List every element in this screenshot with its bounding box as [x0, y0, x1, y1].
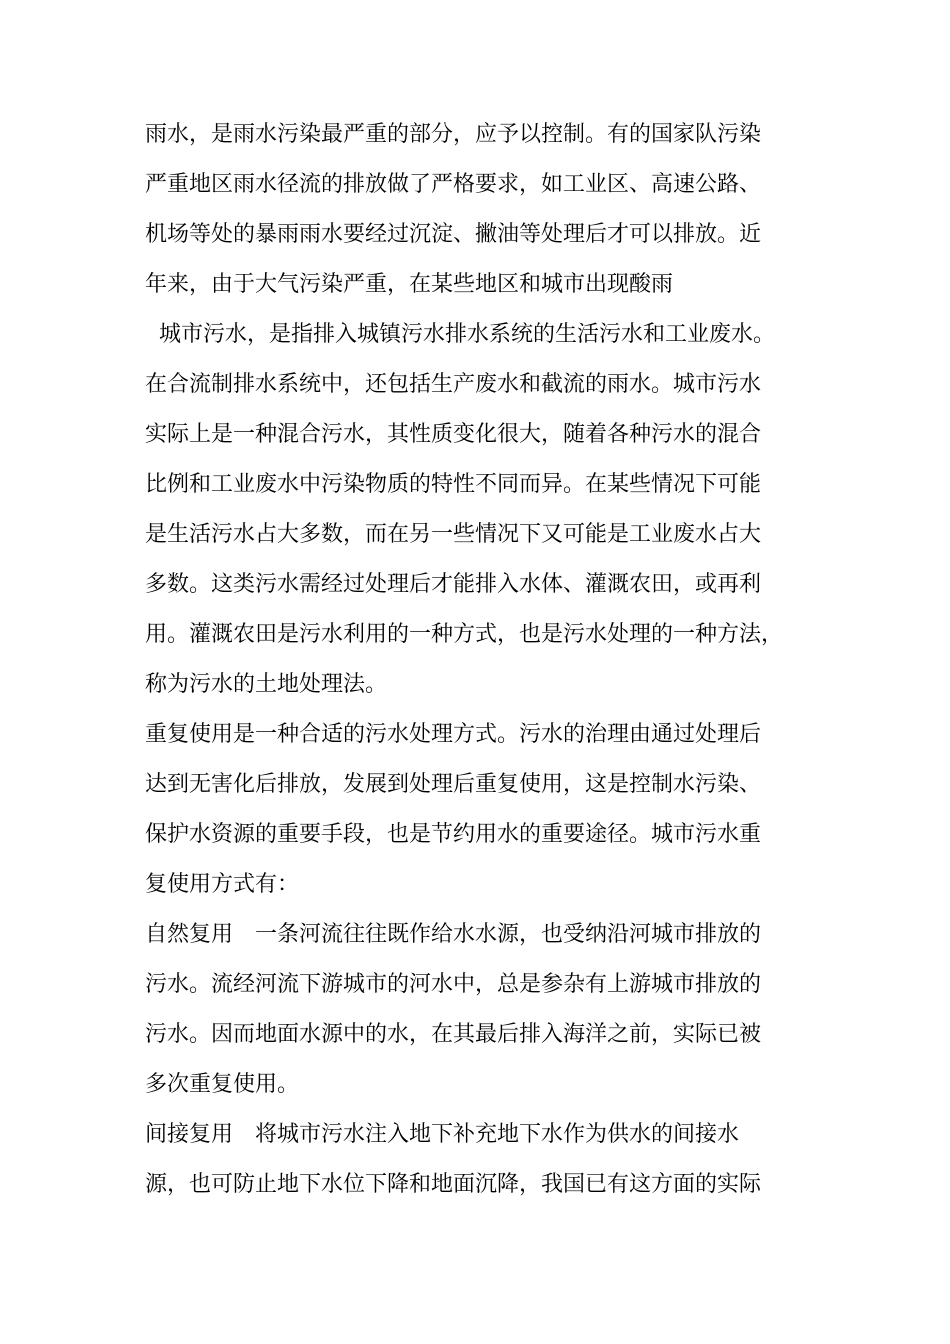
text-line: 污水。因而地面水源中的水，在其最后排入海洋之前，实际已被 [145, 1022, 762, 1047]
document-body [145, 110, 810, 1210]
text-line: 污水。流经河流下游城市的河水中，总是参杂有上游城市排放的 [145, 972, 762, 997]
text-line: 用。灌溉农田是污水利用的一种方式，也是污水处理的一种方法， [145, 622, 784, 647]
text-line: 是生活污水占大多数，而在另一些情况下又可能是工业废水占大 [145, 522, 762, 547]
text-line: 重复使用是一种合适的污水处理方式。污水的治理由通过处理后 [145, 722, 762, 747]
text-line: 保护水资源的重要手段，也是节约用水的重要途径。城市污水重 [145, 822, 762, 847]
text-line: 多数。这类污水需经过处理后才能排入水体、灌溉农田，或再利 [145, 572, 762, 597]
text-line: 称为污水的土地处理法。 [145, 672, 388, 697]
text-line: 城市污水，是指排入城镇污水排水系统的生活污水和工业废水。 [145, 322, 775, 347]
text-line: 间接复用 将城市污水注入地下补充地下水作为供水的间接水 [145, 1122, 740, 1147]
text-line: 实际上是一种混合污水，其性质变化很大，随着各种污水的混合 [145, 422, 762, 447]
text-line: 达到无害化后排放，发展到处理后重复使用，这是控制水污染、 [145, 772, 762, 797]
text-line: 源，也可防止地下水位下降和地面沉降，我国已有这方面的实际 [145, 1172, 762, 1197]
text-line: 自然复用 一条河流往往既作给水水源，也受纳沿河城市排放的 [145, 922, 762, 947]
text-line: 严重地区雨水径流的排放做了严格要求，如工业区、高速公路、 [145, 172, 762, 197]
text-line: 在合流制排水系统中，还包括生产废水和截流的雨水。城市污水 [145, 372, 762, 397]
text-line: 机场等处的暴雨雨水要经过沉淀、撇油等处理后才可以排放。近 [145, 222, 762, 247]
text-line: 雨水，是雨水污染最严重的部分，应予以控制。有的国家队污染 [145, 122, 762, 147]
text-line: 复使用方式有： [145, 872, 300, 897]
text-line: 年来，由于大气污染严重，在某些地区和城市出现酸雨 [145, 272, 674, 297]
text-line: 多次重复使用。 [145, 1072, 300, 1097]
text-line: 比例和工业废水中污染物质的特性不同而异。在某些情况下可能 [145, 472, 762, 497]
